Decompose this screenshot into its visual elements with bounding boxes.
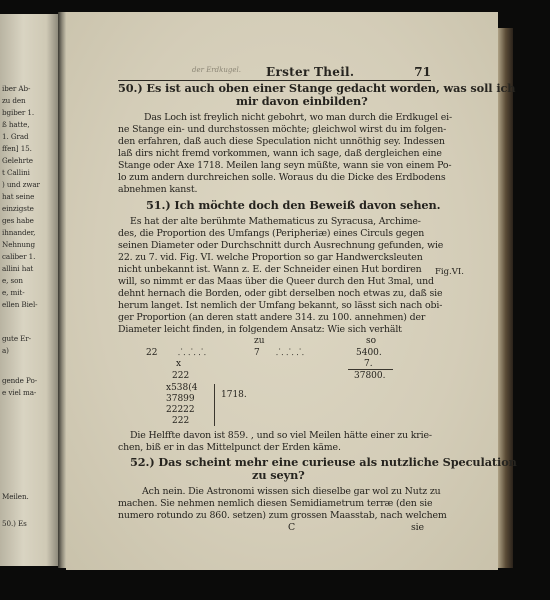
paragraph-line: Diameter leicht finden, in folgendem Ansatz: Wie sich verhält bbox=[118, 324, 402, 335]
calc-7: 7 bbox=[254, 348, 260, 358]
paragraph-line: numero rotundo zu 860. setzen) zum grossen Maasstab, nach welchem bbox=[118, 510, 447, 521]
calc-7b: 7. bbox=[364, 359, 373, 369]
left-line: hat seine bbox=[2, 192, 35, 201]
question-52-cont: zu seyn? bbox=[252, 468, 305, 482]
calc-row: 222 bbox=[172, 416, 190, 426]
running-title: Erster Theil. bbox=[266, 65, 355, 79]
paragraph-line: 22. zu 7. vid. Fig. VI. welche Proportion so gar Handwercksleuten bbox=[118, 252, 423, 263]
paragraph-line: Stange oder Axe 1718. Meilen lang seyn müßte, wann sie von einem Po- bbox=[118, 160, 452, 171]
left-line: ffen] 15. bbox=[2, 144, 32, 153]
left-line: gute Er- bbox=[2, 334, 31, 343]
left-line: e viel ma- bbox=[2, 388, 37, 397]
left-line: a) bbox=[2, 346, 9, 355]
paragraph-line: ger Proportion (an deren statt andere 314. zu 100. annehmen) der bbox=[118, 312, 426, 323]
question-52: 52.) Das scheint mehr eine curieuse als nutzliche Speculation bbox=[130, 455, 517, 469]
calc-zu: zu bbox=[254, 336, 265, 346]
page-number: 71 bbox=[414, 65, 431, 79]
paragraph-line: machen. Sie nehmen nemlich diesen Semidiametrum terræ (den sie bbox=[118, 498, 433, 509]
bleed-through-text: der Erdkugel. bbox=[192, 66, 241, 74]
question-50-cont: mir davon einbilden? bbox=[236, 94, 368, 108]
page-edge bbox=[497, 28, 513, 568]
calc-row: 37899 bbox=[166, 394, 195, 404]
paragraph-line: seinen Diameter oder Durchschnitt durch Ausrechnung gefunden, wie bbox=[118, 240, 444, 251]
calc-dots: ⸫ ⸫ ⸫ bbox=[178, 348, 206, 358]
calc-5400: 5400. bbox=[356, 348, 382, 358]
paragraph-line: Es hat der alte berühmte Mathematicus zu Syracusa, Archime- bbox=[130, 216, 421, 227]
calc-row: 222 bbox=[172, 371, 190, 381]
signature-mark: C bbox=[288, 522, 296, 533]
left-line: 1. Grad bbox=[2, 132, 29, 141]
paragraph-line: dehnt hernach die Borden, oder gibt derselben noch etwas zu, daß sie bbox=[118, 288, 443, 299]
calc-so: so bbox=[366, 336, 377, 346]
question-50: 50.) Es ist auch oben einer Stange gedacht worden, was soll ich bbox=[118, 81, 516, 95]
paragraph-line: lo zum andern durchreichen solle. Woraus du die Dicke des Erdbodens bbox=[118, 172, 446, 183]
left-page-fragment bbox=[0, 14, 58, 566]
paragraph-line: Die Helffte davon ist 859. , und so viel Meilen hätte einer zu krie- bbox=[130, 430, 432, 441]
left-line: iber Ab- bbox=[2, 84, 31, 93]
book-gutter bbox=[58, 12, 66, 568]
question-51: 51.) Ich möchte doch den Beweiß davon sehen. bbox=[146, 198, 441, 212]
catchword: sie bbox=[411, 522, 424, 533]
calc-dots: ⸫ ⸫ ⸫ bbox=[276, 348, 304, 358]
calc-row: x538(4 bbox=[166, 383, 198, 393]
calc-x: x bbox=[176, 359, 182, 369]
paragraph-line: laß dirs nicht fremd vorkommen, wann ich sage, daß dergleichen eine bbox=[118, 148, 442, 159]
paragraph-line: will, so nimmt er das Maas über die Queer durch den Hut 3mal, und bbox=[118, 276, 434, 287]
left-line: t Callini bbox=[2, 168, 30, 177]
left-line: e, son bbox=[2, 276, 23, 285]
calc-row: 22222 bbox=[166, 405, 195, 415]
paragraph-line: Ach nein. Die Astronomi wissen sich dieselbe gar wol zu Nutz zu bbox=[142, 486, 441, 497]
left-line: gende Po- bbox=[2, 376, 38, 385]
left-line: 50.) Es bbox=[2, 519, 27, 528]
left-line: ellen Biel- bbox=[2, 300, 38, 309]
left-line: allini hat bbox=[2, 264, 34, 273]
paragraph-line: ne Stange ein- und durchstossen möchte; gleichwol wirst du im folgen- bbox=[118, 124, 447, 135]
left-line: caliber 1. bbox=[2, 252, 36, 261]
paragraph-line: herum langet. Ist nemlich der Umfang bekannt, so lässt sich nach obi- bbox=[118, 300, 443, 311]
paragraph-line: den erfahren, daß auch diese Speculation nicht unnöthig sey. Indessen bbox=[118, 136, 445, 147]
left-line: Gelehrte bbox=[2, 156, 33, 165]
left-line: e, mit- bbox=[2, 288, 25, 297]
left-line: zu den bbox=[2, 96, 26, 105]
division-bracket bbox=[214, 384, 215, 426]
paragraph-line: Das Loch ist freylich nicht gebohrt, wo man durch die Erdkugel ei- bbox=[144, 112, 453, 123]
left-line: ges habe bbox=[2, 216, 34, 225]
left-line: bgiber 1. bbox=[2, 108, 35, 117]
left-line: ihnander, bbox=[2, 228, 36, 237]
left-line: Nehnung bbox=[2, 240, 35, 249]
left-line: Meilen. bbox=[2, 492, 29, 501]
calc-37800: 37800. bbox=[354, 371, 386, 381]
calc-result: 1718. bbox=[221, 390, 247, 400]
calc-rule bbox=[348, 369, 393, 370]
left-line: einzigste bbox=[2, 204, 34, 213]
paragraph-line: chen, biß er in das Mittelpunct der Erden käme. bbox=[118, 442, 341, 453]
paragraph-line: abnehmen kanst. bbox=[118, 184, 198, 195]
calc-22: 22 bbox=[146, 348, 158, 358]
left-line: ß hatte, bbox=[2, 120, 30, 129]
paragraph-line: des, die Proportion des Umfangs (Peripheriæ) eines Circuls gegen bbox=[118, 228, 425, 239]
left-line: ) und zwar bbox=[2, 180, 40, 189]
paragraph-line: nicht unbekannt ist. Wann z. E. der Schneider einen Hut bordiren bbox=[118, 264, 422, 275]
book-page bbox=[66, 12, 517, 570]
figure-reference: Fig.VI. bbox=[435, 267, 464, 277]
